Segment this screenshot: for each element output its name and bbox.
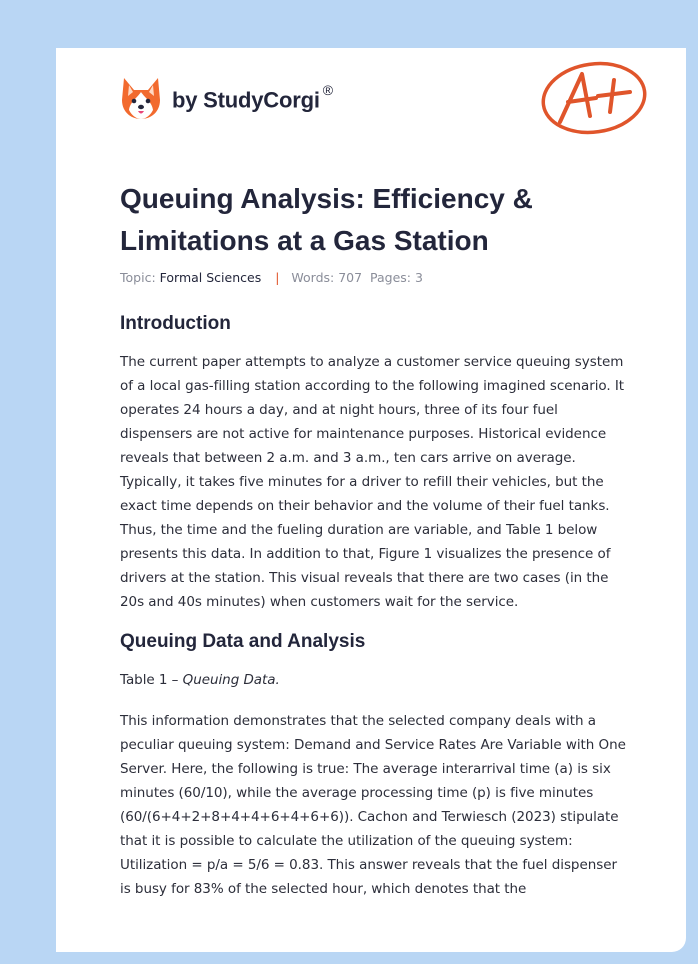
article-body <box>120 310 630 901</box>
registered-mark: ® <box>322 82 333 99</box>
introduction-paragraph: The current paper attempts to analyze a customer service queuing system of a local gas-filling station according to the following imagined scenario. It operates 24 hours a day, and at night hours, three of its four fuel dispensers are not active for maintenance purposes. Historical evidence reveals that between 2 a.m. and 3 a.m., ten cars arrive on average. Typically, it takes five minutes for a driver to refill their vehicles, but the exact time depends on their behavior and the volume of their fuel tanks. Thus, the time and the fueling duration are variable, and Table 1 below presents this data. In addition to that, Figure 1 visualizes the presence of drivers at the station. This visual reveals that there are two cases (in the 20s and 40s minutes) when customers wait for the service. <box>120 354 625 610</box>
topic-label: Topic: <box>120 270 156 285</box>
table-caption <box>120 668 630 692</box>
page-count: Pages: 3 <box>370 270 423 285</box>
brand-name: by StudyCorgi ® <box>172 82 333 113</box>
table-caption-title: Queuing Data. <box>182 672 280 688</box>
article-meta <box>120 270 423 285</box>
grade-a-plus-icon <box>538 58 650 138</box>
topic-link[interactable]: Formal Sciences <box>159 270 262 285</box>
section-heading-queuing-data: Queuing Data and Analysis <box>120 631 366 652</box>
word-count: Words: 707 <box>291 270 363 285</box>
section-heading-introduction: Introduction <box>120 313 231 334</box>
analysis-paragraph: This information demonstrates that the selected company deals with a peculiar queuing system: Demand and Service Rates Are Variable with One Server. Here, the following is true: The average interarrival time (a) is six minutes (60/10), while the average processing time (p) is five minutes (60/(6+4+2+8+4+4+6+4+6+6)). Cachon and Terwiesch (2023) stipulate that it is possible to calculate the utilization of the queuing system: Utilization = p/a = 5/6 = 0.83. This answer reveals that the fuel dispenser is busy for 83% of the selected hour, which denotes that the <box>120 713 626 897</box>
article-title: Queuing Analysis: Efficiency & Limitations at a Gas Station <box>120 183 533 256</box>
document-page <box>56 48 686 952</box>
corgi-icon <box>120 76 162 120</box>
table-caption-prefix: Table 1 – <box>120 672 179 688</box>
meta-separator: | <box>275 270 280 285</box>
studycorgi-logo[interactable] <box>120 76 333 120</box>
